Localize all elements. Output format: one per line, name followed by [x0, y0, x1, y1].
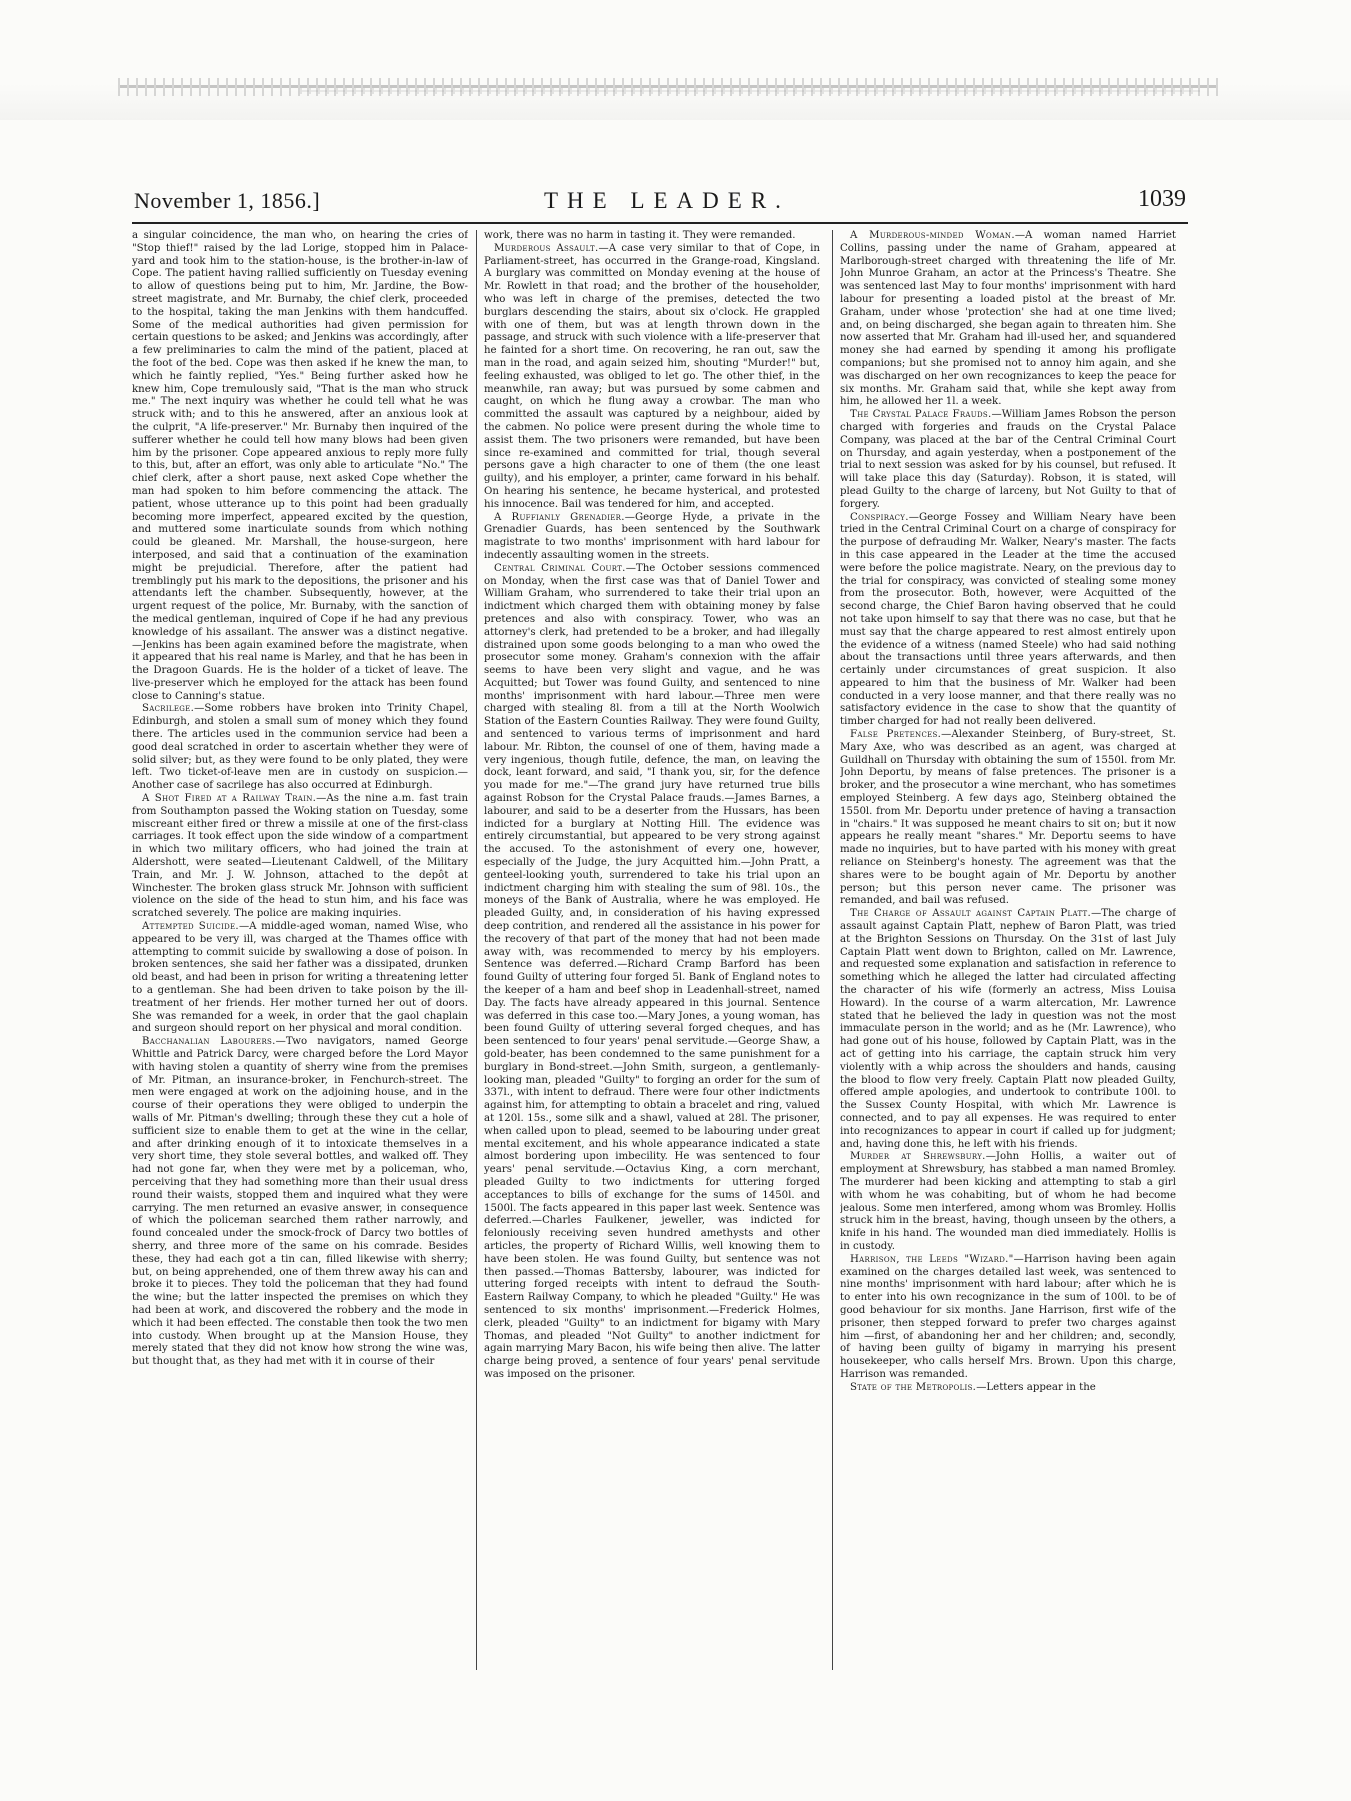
article-text: —A middle-aged woman, named Wise, who appeared to be very ill, was charged at the Thames office with attempting to commit suicide by swallowing a dose of poison. In broken sentences, she said her father was a dissipated, drunken old beast, and had been in prison for writing a threatening letter to a gentleman. She had been driven to take poison by the ill-treatment of her friends. Her mother turned her out of doors. She was remanded for a week, in order that the gaol chaplain and surgeon should report on her physical and moral condition.: [132, 921, 468, 1035]
article-paragraph: [840, 729, 1176, 908]
article-paragraph: [840, 1151, 1176, 1253]
article-paragraph: [132, 703, 468, 793]
article-paragraph: [132, 230, 468, 703]
article-paragraph: [840, 1382, 1176, 1395]
article-paragraph: [840, 409, 1176, 511]
article-text: —George Hyde, a private in the Grenadier Guards, has been sentenced by the Southwark magistrate to two months' imprisonment with hard labour for indecently assaulting women in the streets.: [484, 511, 820, 561]
newspaper-page: [128, 160, 1188, 1660]
article-paragraph: [484, 563, 820, 1382]
article-text: —Two navigators, named George Whittle and Patrick Darcy, were charged before the Lord Mayor with having stolen a quantity of sherry wine from the premises of Mr. Pitman, an insurance-broker, in Fenchurch-street. The men were engaged at work on the adjoining house, and in the course of their operations they were obliged to underpin the walls of Mr. Pitman's dwelling; through these they cut a hole of sufficient size to enable them to get at the wine in the cellar, and after drinking enough of it to intoxicate themselves in a very short time, they stole several bottles, and walked off. They had not gone far, when they were met by a policeman, who, perceiving that they had something more than their usual dress round their waists, stopped them and inquired what they were carrying. The men returned an evasive answer, in consequence of which the policeman searched them rather narrowly, and found concealed under the smock-frock of Darcy two bottles of sherry, and three more of the same on his comrade. Besides these, they had each got a tin can, filled likewise with sherry; but, on being apprehended, one of them threw away his can and broke it to pieces. They told the policeman that they had found the wine; but the latter inspected the premises on which they had been at work, and discovered the robbery and the mode in which it had been effected. The constable then took the two men into custody. When brought up at the Mansion House, they merely stated that they did not know how strong the wine was, but thought that, as they had met with it in course of their: [132, 1036, 468, 1368]
article-paragraph: [840, 908, 1176, 1151]
column-1: [132, 230, 468, 1670]
article-paragraph: [484, 230, 820, 243]
article-text: —Letters appear in the: [976, 1381, 1096, 1393]
article-text: —John Hollis, a waiter out of employment at Shrewsbury, has stabbed a man named Bromley. The murderer had been kicking and attempting to stab a girl with whom he was cohabiting, but of whom he had become jealous. Some men interfered, among whom was Bromley. Hollis struck him in the breast, having, though unseen by the others, a knife in his hand. The wounded man died immediately. Hollis is in custody.: [840, 1151, 1176, 1252]
article-text: —As the nine a.m. fast train from Southampton passed the Woking station on Tuesday, some miscreant either fired or threw a missile at one of the first-class carriages. It took effect upon the side window of a compartment in which two military officers, who had joined the train at Aldershott, were seated—Lieutenant Caldwell, of the Military Train, and Mr. J. W. Johnson, attached to the depôt at Winchester. The broken glass struck Mr. Johnson with sufficient violence on the side of the head to stun him, and his face was scratched severely. The police are making inquiries.: [132, 793, 468, 920]
article-heading: A Ruffianly Grenadier.: [494, 511, 625, 523]
article-text: —William James Robson the person charged with forgeries and frauds on the Crystal Palace Company, was placed at the bar of the Central Criminal Court on Thursday, and again yesterday, when a postponement of the trial to next session was asked for by his counsel, but refused. It will take place this day (Saturday). Robson, it is stated, will plead Guilty to the charge of larceny, but Not Guilty to that of forgery.: [840, 409, 1176, 510]
article-text: work, there was no harm in tasting it. They were remanded.: [484, 230, 796, 241]
column-2: [484, 230, 820, 1670]
article-heading: Central Criminal Court.: [494, 562, 626, 574]
page-number: 1039: [1138, 186, 1186, 212]
article-heading: Conspiracy.: [850, 511, 909, 523]
article-paragraph: [484, 512, 820, 563]
scan-artifact: [300, 88, 1200, 94]
article-heading: A Shot Fired at a Railway Train.: [142, 793, 317, 805]
article-text: —Alexander Steinberg, of Bury-street, St. Mary Axe, who was described as an agent, was charged at Guildhall on Thursday with obtaining the sum of 1550l. from Mr. John Deportu, by means of false pretences. The prisoner is a broker, and the prosecutor a wine merchant, who has sometimes employed Steinberg. A few days ago, Steinberg obtained the 1550l. from Mr. Deportu under pretence of having a transaction in "chairs." It was supposed he meant chairs to sit on; but it now appears he really meant "shares." Mr. Deportu seems to have made no inquiries, but to have parted with his money with great reliance on Steinberg's honesty. The agreement was that the shares were to be bought again of Mr. Deportu by another person; but this person never came. The prisoner was remanded, and bail was refused.: [840, 729, 1176, 907]
column-divider: [832, 230, 833, 1670]
article-heading: Attempted Suicide.: [142, 921, 239, 933]
article-heading: Harrison, the Leeds "Wizard.": [850, 1253, 1014, 1265]
masthead-rule: [132, 222, 1188, 224]
article-text: —The charge of assault against Captain Platt, nephew of Baron Platt, was tried at the Brighton Sessions on Thursday. On the 31st of last July Captain Platt went down to Brighton, called on Mr. Lawrence, and requested some explanation and satisfaction in reference to something which he alleged the latter had circulated affecting the character of his wife (formerly an actress, Miss Louisa Howard). In the course of a warm altercation, Mr. Lawrence stated that he believed the lady in question was not the most immaculate person in the world; and as he (Mr. Lawrence), who had gone out of his house, followed by Captain Platt, was in the act of getting into his carriage, the captain struck him very violently with a whip across the shoulders and hands, causing the blood to flow very freely. Captain Platt now pleaded Guilty, offered ample apologies, and undertook to contribute 100l. to the Sussex County Hospital, with which Mr. Lawrence is connected, and to pay all expenses. He was required to enter into recognizances to appear in court if called up for judgment; and, having done this, he left with his friends.: [840, 908, 1176, 1150]
article-text: —Harrison having been again examined on the charges detailed last week, was sentenced to nine months' imprisonment with hard labour; after which he is to enter into his own recognizance in the sum of 100l. to be of good behaviour for six months. Jane Harrison, first wife of the prisoner, then stepped forward to prefer two charges against him —first, of abandoning her and her children; and, secondly, of having been guilty of bigamy in marrying his present housekeeper, who calls herself Mrs. Brown. Upon this charge, Harrison was remanded.: [840, 1253, 1176, 1380]
column-3: [840, 230, 1176, 1670]
article-text: —A case very similar to that of Cope, in Parliament-street, has occurred in the Grange-road, Kingsland. A burglary was committed on Monday evening at the house of Mr. Rowlett in that road; and the brother of the householder, who was left in charge of the premises, detected the two burglars descending the stairs, about six o'clock. He grappled with one of them, but was at length thrown down in the passage, and struck with such violence with a life-preserver that he fainted for a short time. On recovering, he ran out, saw the man in the road, and again seized him, shouting "Murder!" but, feeling exhausted, was obliged to let go. The other thief, in the meanwhile, ran away; but was pursued by some cabmen and caught, on which he flung away a crowbar. The man who committed the assault was captured by a neighbour, aided by the cabmen. No police were present during the whole time to assist them. The two prisoners were remanded, but have been since re-examined and committed for trial, though several persons gave a high character to one of them (the one least guilty), and his employer, a printer, came forward in his behalf. On hearing his sentence, he became hysterical, and protested his innocence. Bail was tendered for him, and accepted.: [484, 242, 820, 510]
article-paragraph: [132, 1036, 468, 1369]
column-divider: [476, 230, 477, 1670]
article-columns: [132, 230, 1188, 1670]
article-paragraph: [132, 921, 468, 1036]
newspaper-title: THE LEADER.: [544, 188, 790, 213]
issue-date: November 1, 1856.]: [134, 188, 321, 213]
article-heading: Murder at Shrewsbury.: [850, 1151, 986, 1163]
article-paragraph: [484, 243, 820, 512]
article-text: —The October sessions commenced on Monday, when the first case was that of Daniel Tower and William Graham, who surrendered to take their trial upon an indictment which charged them with obtaining money by false pretences and also with conspiracy. Tower, who was an attorney's clerk, had pretended to be a broker, and had illegally distrained upon some goods belonging to a man who owed the prosecutor some money. Graham's connexion with the affair seems to have been very slight and vague, and he was Acquitted; but Tower was found Guilty, and sentenced to nine months' imprisonment with hard labour.—Three men were charged with stealing 8l. from a till at the North Woolwich Station of the Eastern Counties Railway. They were found Guilty, and sentenced to various terms of imprisonment and hard labour. Mr. Ribton, the counsel of one of them, having made a very ingenious, though futile, defence, the man, on leaving the dock, leant forward, and said, "I thank you, sir, for the defence you made for me."—The grand jury have returned true bills against Robson for the Crystal Palace frauds.—James Barnes, a labourer, and said to be a deserter from the Hussars, has been indicted for a burglary at Notting Hill. The evidence was entirely circumstantial, but appeared to be very strong against the accused. To the astonishment of every one, however, especially of the Judge, the jury Acquitted him.—John Pratt, a genteel-looking youth, surrendered to take his trial upon an indictment charging him with stealing the sum of 98l. 10s., the moneys of the Bank of Australia, where he was employed. He pleaded Guilty, and, in consideration of his having expressed deep contrition, and rendered all the assistance in his power for the recovery of that part of the money that had not been made away with, was recommended to mercy by his employers. Sentence was deferred.—Richard Cramp Barford has been found Guilty of uttering four forged 5l. Bank of England notes to the keeper of a ham and beef shop in Leadenhall-street, named Day. The facts have already appeared in this journal. Sentence was deferred in this case too.—Mary Jones, a young woman, has been found Guilty of uttering several forged cheques, and has been sentenced to four years' penal servitude.—George Shaw, a gold-beater, has been condemned to the same punishment for a burglary in Bond-street.—John Smith, surgeon, a gentlemanly-looking man, pleaded "Guilty" to forging an order for the sum of 337l., with intent to defraud. There were four other indictments against him, for attempting to obtain a bracelet and ring, valued at 120l. 15s., some silk and a shawl, valued at 28l. The prisoner, when called upon to plead, seemed to be labouring under great mental excitement, and his whole appearance indicated a state almost bordering upon imbecility. He was sentenced to four years' penal servitude.—Octavius King, a corn merchant, pleaded Guilty to two indictments for uttering forged acceptances to bills of exchange for the sums of 1450l. and 1500l. The facts appeared in this paper last week. Sentence was deferred.—Charles Faulkener, jeweller, was indicted for feloniously receiving seven hundred amethysts and other articles, the property of Richard Willis, well knowing them to have been stolen. He was found Guilty, but sentence was not then passed.—Thomas Battersby, labourer, was indicted for uttering forged receipts with intent to defraud the South-Eastern Railway Company, to which he pleaded "Guilty." He was sentenced to six months' imprisonment.—Frederick Holmes, clerk, pleaded "Guilty" to an indictment for bigamy with Mary Thomas, and pleaded "Not Guilty" to another indictment for again marrying Mary Bacon, his wife being then alive. The latter charge being proved, a sentence of four years' penal servitude was imposed on the prisoner.: [484, 562, 820, 1380]
article-paragraph: [840, 512, 1176, 730]
article-heading: Murderous Assault.: [494, 242, 599, 254]
article-text: —A woman named Harriet Collins, passing under the name of Graham, appeared at Marlborough-street charged with threatening the life of Mr. John Munroe Graham, an actor at the Princess's Theatre. She was sentenced last May to four months' imprisonment with hard labour for presenting a loaded pistol at the breast of Mr. Graham, under whose 'protection' she had at one time lived; and, on being discharged, she began again to threaten him. She now asserted that Mr. Graham had ill-used her, and squandered money she had earned by spending it among his profligate companions; but she promised not to annoy him again, and she was discharged on her own recognizances to keep the peace for six months. Mr. Graham said that, while she kept away from him, he allowed her 1l. a week.: [840, 230, 1176, 408]
article-heading: The Crystal Palace Frauds.: [850, 409, 992, 421]
article-heading: The Charge of Assault against Captain Platt.: [850, 908, 1092, 920]
article-paragraph: [840, 230, 1176, 409]
article-text: —Some robbers have broken into Trinity Chapel, Edinburgh, and stolen a small sum of money which they found there. The articles used in the communion service had been a good deal scratched in order to ascertain whether they were of solid silver; but, as they were found to be only plated, they were left. Two ticket-of-leave men are in custody on suspicion.—Another case of sacrilege has also occurred at Edinburgh.: [132, 703, 468, 792]
article-paragraph: [840, 1254, 1176, 1382]
scan-top-margin: [0, 0, 1351, 120]
article-heading: State of the Metropolis.: [850, 1381, 977, 1393]
article-paragraph: [132, 793, 468, 921]
article-text: a singular coincidence, the man who, on hearing the cries of "Stop thief!" raised by the lad Lorige, stopped him in Palace-yard and took him to the station-house, is the brother-in-law of Cope. The patient having rallied sufficiently on Tuesday evening to allow of questions being put to him, Mr. Jardine, the Bow-street magistrate, and Mr. Burnaby, the chief clerk, proceeded to the hospital, taking the man Jenkins with them handcuffed. Some of the medical authorities had given permission for certain questions to be asked; and Jenkins was accordingly, after a few preliminaries to calm the mind of the patient, placed at the foot of the bed. Cope was then asked if he knew the man, to which he faintly replied, "Yes." Being further asked how he knew him, Cope tremulously said, "That is the man who struck me." The next inquiry was whether he could tell what he was struck with; and to this he answered, after an anxious look at the culprit, "A life-preserver." Mr. Burnaby then inquired of the sufferer whether he could tell how many blows had been given him by the prisoner. Cope appeared anxious to reply more fully to this, but, after an effort, was only able to articulate "No." The chief clerk, after a short pause, next asked Cope whether the man had spoken to him before commencing the attack. The patient, whose utterance up to this point had been gradually becoming more imperfect, appeared excited by the question, and muttered some inarticulate sounds from which nothing could be gleaned. Mr. Marshall, the house-surgeon, here interposed, and said that a continuation of the examination might be prejudicial. Therefore, after the patient had tremblingly put his mark to the depositions, the prisoner and his attendants left the chamber. Subsequently, however, at the urgent request of the police, Mr. Burnaby, with the sanction of the medical gentleman, inquired of Cope if he had any previous knowledge of his assailant. The answer was a distinct negative.—Jenkins has been again examined before the magistrate, when it appeared that his real name is Marley, and that he has been in the Dragoon Guards. He is the holder of a ticket of leave. The live-preserver which he employed for the attack has been found close to Canning's statue.: [132, 230, 468, 702]
article-heading: False Pretences.: [850, 729, 942, 741]
article-heading: Sacrilege.: [142, 703, 195, 715]
article-heading: Bacchanalian Labourers.: [142, 1036, 276, 1048]
article-heading: A Murderous-minded Woman.: [850, 230, 1015, 241]
masthead: [128, 186, 1188, 216]
article-text: —George Fossey and William Neary have been tried in the Central Criminal Court on a charge of conspiracy for the purpose of defrauding Mr. Walker, Neary's master. The facts in this case appeared in the Leader at the time the accused were before the police magistrate. Neary, on the previous day to the trial for conspiracy, was convicted of stealing some money from the prosecutor. Both, however, were Acquitted of the second charge, the Chief Baron having observed that he could not take upon himself to say that there was no case, but that he must say that the charge appeared to rest almost entirely upon the evidence of a witness (named Steele) who had said nothing about the transactions until three years afterwards, and then certainly under circumstances of great suspicion. It also appeared to him that the business of Mr. Walker had been conducted in a very loose manner, and that there really was no satisfactory evidence in the case to show that the quantity of timber charged for had not really been delivered.: [840, 511, 1176, 728]
